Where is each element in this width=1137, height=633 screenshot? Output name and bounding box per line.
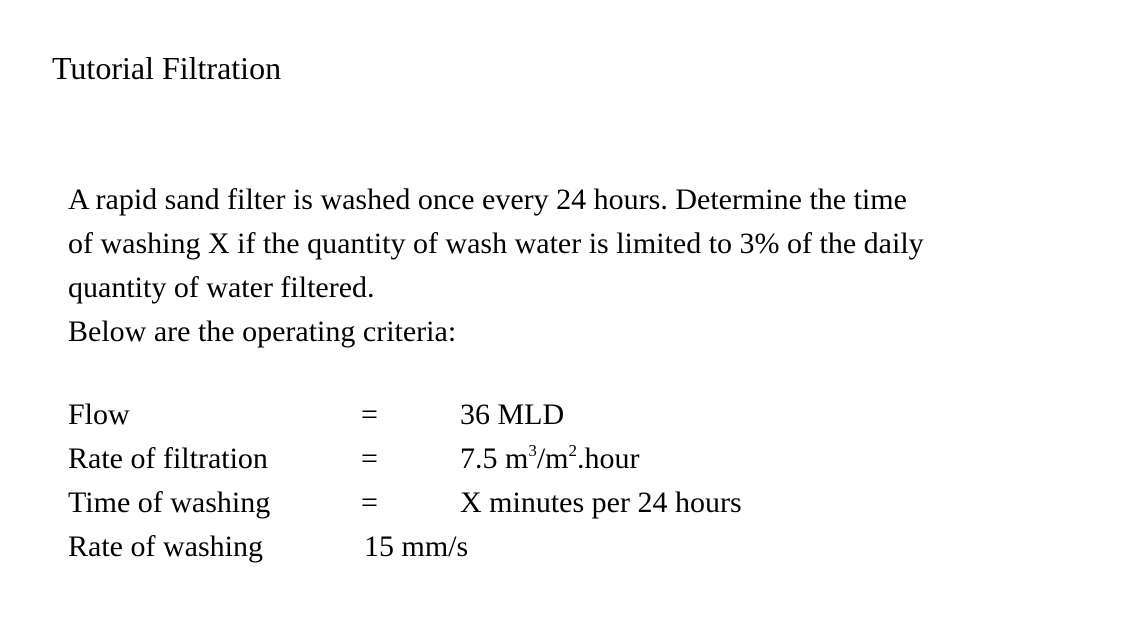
criteria-label: Flow [68,398,130,431]
criteria-value: X minutes per 24 hours [460,486,742,519]
problem-statement [68,178,924,354]
criteria-value: 15 mm/s [364,530,469,563]
problem-line: A rapid sand filter is washed once every 24 hours. Determine the time [68,183,907,216]
problem-line: quantity of water filtered. [68,271,375,304]
equals-sign: = [361,442,378,475]
criteria-value [460,437,640,481]
superscript: 2 [568,441,578,460]
criteria-intro: Below are the operating criteria: [68,315,457,348]
criteria-value: 36 MLD [460,398,565,431]
criteria-label: Rate of washing [68,530,263,563]
value-part: .hour [577,442,640,475]
problem-line: of washing X if the quantity of wash water is limited to 3% of the daily [68,227,924,260]
equals-sign: = [361,486,378,519]
value-part: 7.5 m [460,442,529,475]
criteria-label: Rate of filtration [68,442,268,475]
value-part: /m [536,442,569,475]
equals-sign: = [361,398,378,431]
criteria-label: Time of washing [68,486,271,519]
superscript: 3 [528,441,537,460]
page-title: Tutorial Filtration [52,50,282,86]
